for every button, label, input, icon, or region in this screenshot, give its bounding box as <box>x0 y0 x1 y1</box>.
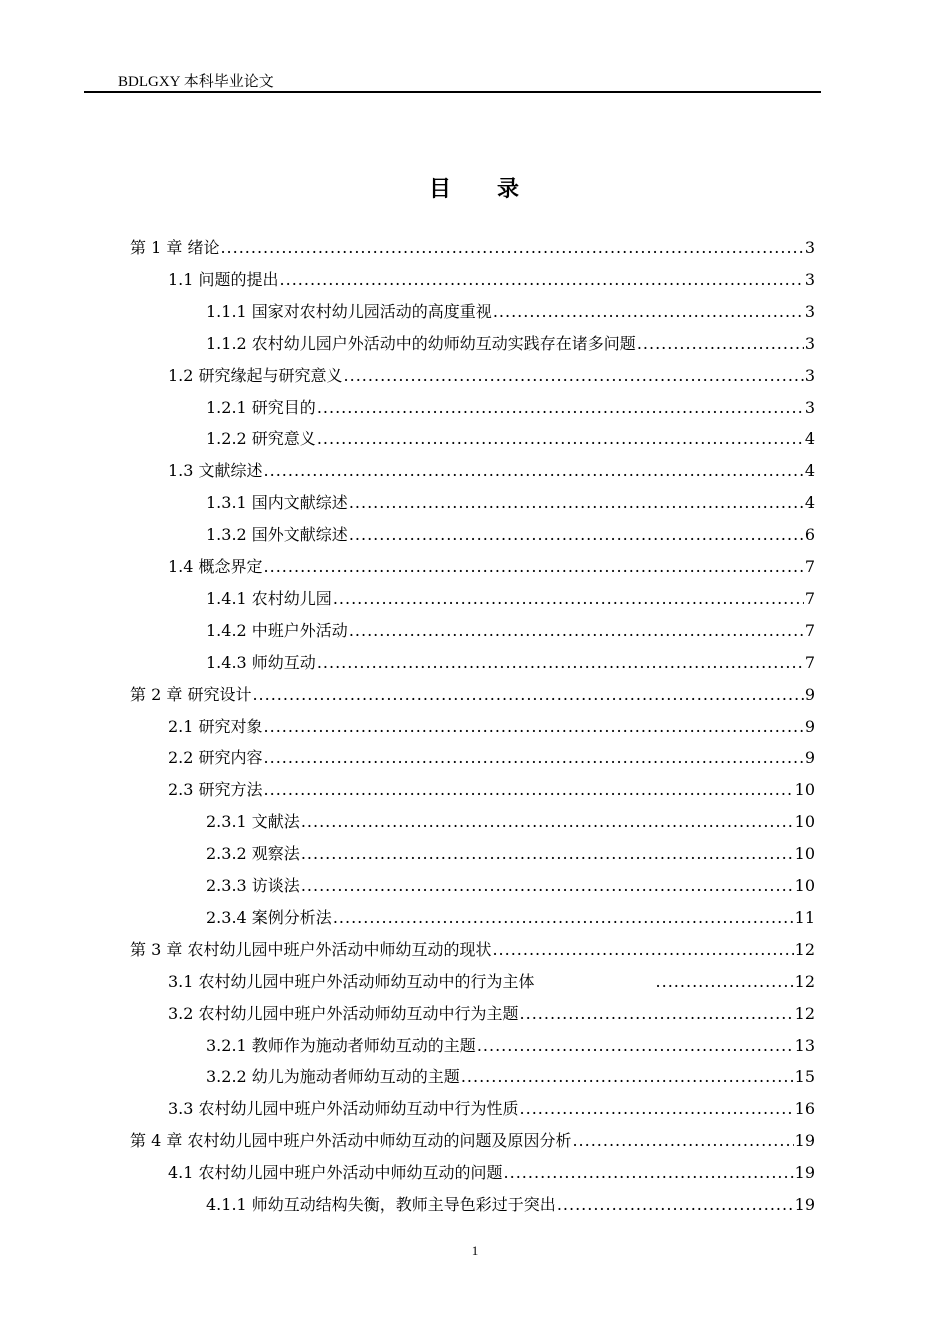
dot-leader <box>493 296 804 328</box>
toc-entry-page: 9 <box>804 748 815 768</box>
toc-entry[interactable] <box>206 647 815 679</box>
dot-leader <box>656 966 794 998</box>
toc-entry[interactable] <box>168 1093 815 1125</box>
dot-leader <box>572 1125 793 1157</box>
toc-entry[interactable] <box>168 551 815 583</box>
toc-entry[interactable] <box>206 615 815 647</box>
toc-entry-page: 4 <box>804 493 815 513</box>
toc-entry[interactable] <box>206 870 815 902</box>
toc-entry[interactable] <box>168 711 815 743</box>
toc-entry[interactable] <box>168 774 815 806</box>
toc-entry-page: 9 <box>804 716 815 736</box>
dot-leader <box>317 423 804 455</box>
header-rule <box>84 91 821 93</box>
toc-entry-label: 1.1.1 国家对农村幼儿园活动的高度重视 <box>206 301 492 321</box>
toc-entry-page: 3 <box>804 397 815 417</box>
dot-leader <box>301 806 794 838</box>
toc-entry[interactable] <box>206 392 815 424</box>
toc-entry-label: 2.3.1 文献法 <box>206 812 300 832</box>
toc-entry-page: 7 <box>804 620 815 640</box>
toc-entry-label: 2.1 研究对象 <box>168 716 263 736</box>
toc-entry[interactable] <box>206 1061 815 1093</box>
toc-entry-page: 19 <box>794 1195 815 1214</box>
dot-leader <box>264 455 804 487</box>
toc-entry-page: 3 <box>804 301 815 321</box>
toc-entry-page: 19 <box>794 1163 815 1183</box>
toc-entry-label: 1.4.2 中班户外活动 <box>206 620 348 640</box>
toc-entry-label: 3.3 农村幼儿园中班户外活动师幼互动中行为性质 <box>168 1099 519 1119</box>
dot-leader <box>264 551 804 583</box>
toc-title-right: 录 <box>497 177 522 202</box>
toc-entry[interactable] <box>130 934 815 966</box>
toc-entry-page: 3 <box>804 238 815 257</box>
toc-entry[interactable] <box>168 742 815 774</box>
toc-entry-page: 7 <box>804 588 815 608</box>
dot-leader <box>461 1061 794 1093</box>
dot-leader <box>301 870 794 902</box>
toc-entry[interactable] <box>206 1030 815 1062</box>
toc-entry-label: 4.1 农村幼儿园中班户外活动中师幼互动的问题 <box>168 1163 503 1183</box>
toc-entry-label: 1.3 文献综述 <box>168 461 263 481</box>
toc-entry-label: 2.3.4 案例分析法 <box>206 907 332 927</box>
toc-entry[interactable] <box>168 998 815 1030</box>
dot-leader <box>520 1093 794 1125</box>
toc-entry[interactable] <box>168 455 815 487</box>
toc-entry-page: 7 <box>804 652 815 672</box>
toc-entry[interactable] <box>168 1157 815 1189</box>
toc-entry-page: 7 <box>804 557 815 576</box>
dot-leader <box>349 519 804 551</box>
dot-leader <box>477 1030 794 1062</box>
toc-entry-label: 3.2 农村幼儿园中班户外活动师幼互动中行为主题 <box>168 1003 519 1023</box>
running-header: BDLGXY 本科毕业论文 <box>118 74 274 90</box>
toc-entry-page: 12 <box>794 971 815 991</box>
toc-entry-page: 13 <box>794 1035 815 1055</box>
toc-entry-label: 第 3 章 农村幼儿园中班户外活动中师幼互动的现状 <box>130 939 492 959</box>
toc-entry[interactable] <box>206 296 815 328</box>
page-number: 1 <box>471 1243 479 1258</box>
toc-entry-label: 2.3 研究方法 <box>168 780 263 800</box>
dot-leader <box>317 392 804 424</box>
toc-entry-label: 2.3.2 观察法 <box>206 844 300 864</box>
toc-entry-label: 1.4.1 农村幼儿园 <box>206 588 332 608</box>
toc-entry-page: 10 <box>794 844 815 864</box>
toc-entry[interactable] <box>168 264 815 296</box>
toc-entry-label: 1.1 问题的提出 <box>168 269 279 289</box>
toc-entry-page: 3 <box>804 365 815 385</box>
toc-entry-label: 4.1.1 师幼互动结构失衡，教师主导色彩过于突出 <box>206 1195 556 1214</box>
toc-entry-page: 10 <box>794 876 815 895</box>
toc-entry-label: 2.3.3 访谈法 <box>206 876 300 895</box>
toc-entry-label: 1.2.1 研究目的 <box>206 397 316 417</box>
dot-leader <box>301 838 794 870</box>
toc-entry[interactable] <box>206 328 815 360</box>
toc-entry-label: 1.4 概念界定 <box>168 557 263 576</box>
toc-entry[interactable] <box>206 487 815 519</box>
dot-leader <box>349 487 804 519</box>
toc-entry[interactable] <box>206 806 815 838</box>
toc-entry-label: 2.2 研究内容 <box>168 748 263 768</box>
dot-leader <box>349 615 804 647</box>
dot-leader <box>264 711 804 743</box>
toc-entry[interactable] <box>206 1189 815 1221</box>
toc-entry-page: 4 <box>804 461 815 481</box>
toc-entry-page: 10 <box>794 780 815 800</box>
toc-entry-page: 12 <box>794 939 815 959</box>
dot-leader <box>252 679 803 711</box>
toc-entry-page: 12 <box>794 1003 815 1023</box>
toc-entry-label: 1.2.2 研究意义 <box>206 429 316 449</box>
toc-entry-label: 第 2 章 研究设计 <box>130 684 252 704</box>
toc-entry-label: 第 1 章 绪论 <box>130 238 220 257</box>
toc-entry-label: 1.2 研究缘起与研究意义 <box>168 365 343 385</box>
toc-entry[interactable] <box>168 360 815 392</box>
toc-entry-page: 6 <box>804 525 815 545</box>
toc-entry-page: 10 <box>794 812 815 832</box>
toc-entry-page: 3 <box>804 333 815 353</box>
toc-entry[interactable] <box>206 583 815 615</box>
dot-leader <box>637 328 804 360</box>
toc-entry[interactable] <box>130 679 815 711</box>
dot-leader <box>520 998 794 1030</box>
dot-leader <box>317 647 804 679</box>
dot-leader <box>333 902 794 934</box>
toc-entry-label: 第 4 章 农村幼儿园中班户外活动中师幼互动的问题及原因分析 <box>130 1131 572 1151</box>
toc-entry-label: 3.2.2 幼儿为施动者师幼互动的主题 <box>206 1067 460 1087</box>
dot-leader <box>264 774 794 806</box>
toc-entry-page: 16 <box>794 1099 815 1119</box>
toc-entry-label: 1.4.3 师幼互动 <box>206 652 316 672</box>
toc-entry-label: 3.1 农村幼儿园中班户外活动师幼互动中的行为主体 <box>168 971 535 991</box>
toc-title-left: 目 <box>428 177 453 202</box>
toc-entry[interactable] <box>206 423 815 455</box>
toc-entry-page: 3 <box>804 269 815 289</box>
toc-entry-label: 3.2.1 教师作为施动者师幼互动的主题 <box>206 1035 476 1055</box>
dot-leader <box>504 1157 794 1189</box>
dot-leader <box>344 360 804 392</box>
dot-leader <box>280 264 804 296</box>
toc-entry-label: 1.3.2 国外文献综述 <box>206 525 348 545</box>
toc-entry-page: 4 <box>804 429 815 449</box>
dot-leader <box>557 1189 794 1221</box>
toc-entry-page: 11 <box>794 907 815 927</box>
toc-entry-page: 15 <box>794 1067 815 1087</box>
toc-entry[interactable] <box>206 838 815 870</box>
toc-entry-label: 1.1.2 农村幼儿园户外活动中的幼师幼互动实践存在诸多问题 <box>206 333 636 353</box>
toc-entry[interactable] <box>206 902 815 934</box>
dot-leader <box>333 583 804 615</box>
toc-title <box>0 172 950 203</box>
dot-leader <box>492 934 793 966</box>
toc-entry[interactable] <box>168 966 815 998</box>
toc-entry[interactable] <box>130 1125 815 1157</box>
toc-entry[interactable] <box>206 519 815 551</box>
dot-leader <box>220 232 803 264</box>
toc-entry-page: 19 <box>794 1131 815 1151</box>
dot-leader <box>264 742 804 774</box>
toc-entry[interactable] <box>130 232 815 264</box>
toc-entry-page: 9 <box>804 684 815 704</box>
toc-entry-label: 1.3.1 国内文献综述 <box>206 493 348 513</box>
